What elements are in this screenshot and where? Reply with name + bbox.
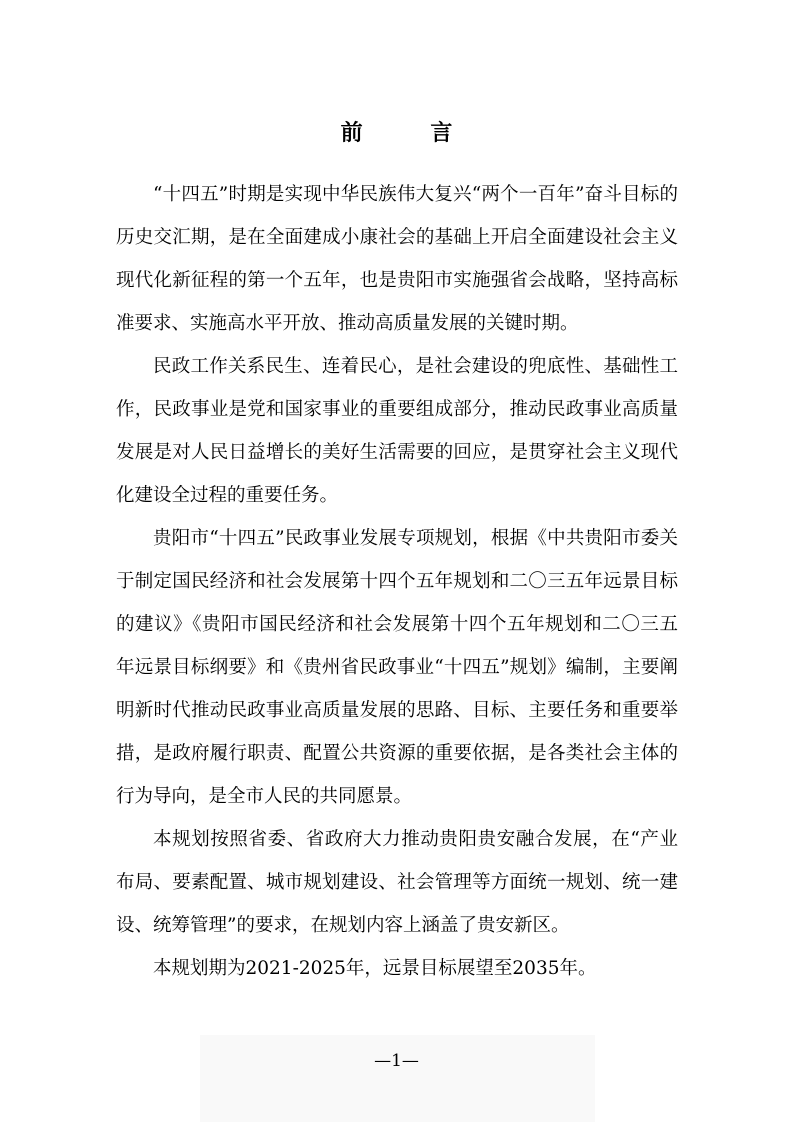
paragraph-1: “十四五”时期是实现中华民族伟大复兴“两个一百年”奋斗目标的历史交汇期，是在全面建成小康社会的基础上开启全面建设社会主义现代化新征程的第一个五年，也是贵阳市实施强省会战略，坚持高标准要求、实施高水平开放、推动高质量发展的关键时期。 [116,184,678,334]
paragraph-3: 贵阳市“十四五”民政事业发展专项规划，根据《中共贵阳市委关于制定国民经济和社会发展第十四个五年规划和二〇三五年远景目标的建议》《贵阳市国民经济和社会发展第十四个五年规划和二〇三五年远景目标纲要》和《贵州省民政事业“十四五”规划》编制，主要阐明新时代推动民政事业高质量发展的思路、目标、主要任务和重要举措，是政府履行职责、配置公共资源的重要依据，是各类社会主体的行为导向，是全市人民的共同愿景。 [116,528,678,807]
paragraph-5: 本规划期为2021-2025年，远景目标展望至2035年。 [153,958,597,979]
body-text [116,173,678,990]
paragraph-2: 民政工作关系民生、连着民心，是社会建设的兜底性、基础性工作，民政事业是党和国家事业的重要组成部分，推动民政事业高质量发展是对人民日益增长的美好生活需要的回应，是贯穿社会主义现代化建设全过程的重要任务。 [116,356,678,506]
page-title: 前 言 [340,120,483,146]
paragraph-4: 本规划按照省委、省政府大力推动贵阳贵安融合发展，在“产业布局、要素配置、城市规划建设、社会管理等方面统一规划、统一建设、统筹管理”的要求，在规划内容上涵盖了贵安新区。 [116,829,678,936]
page-number: —1— [374,1051,419,1071]
